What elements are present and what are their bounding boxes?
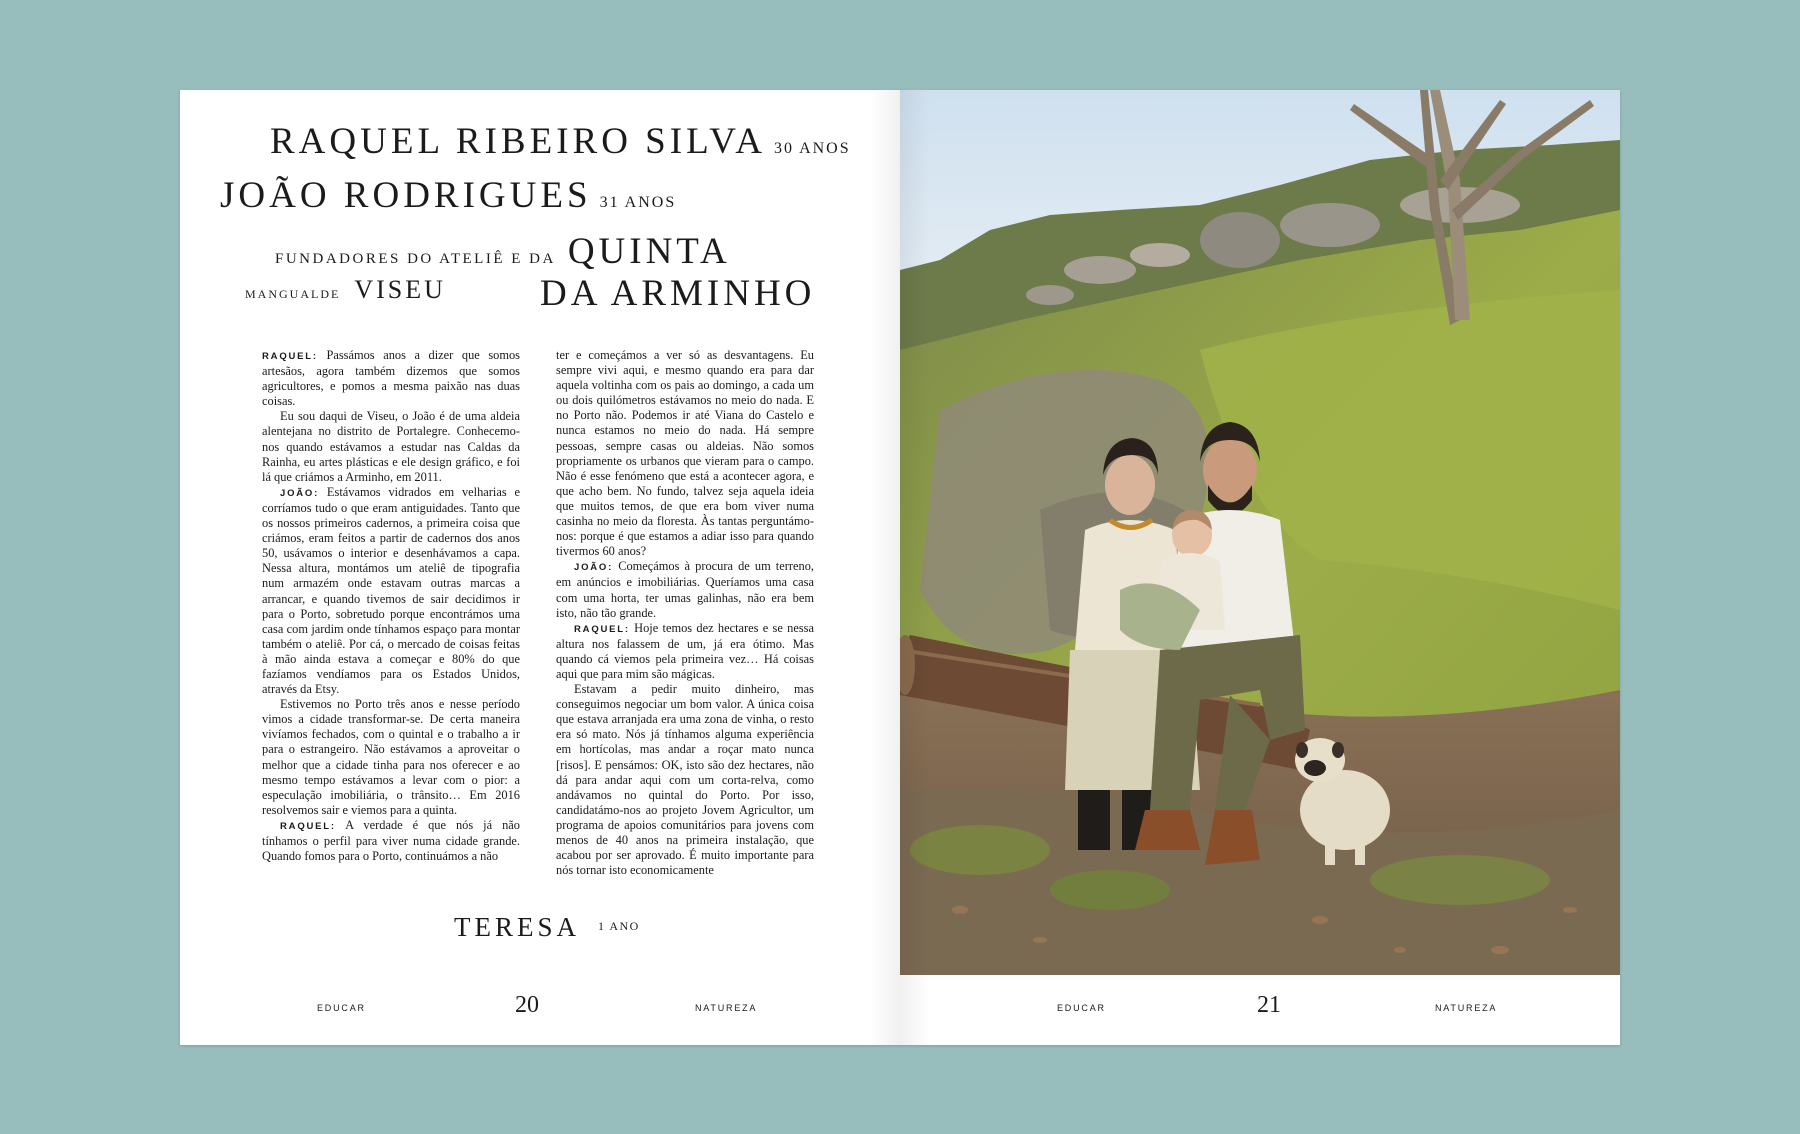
- person2-age: 31 ANOS: [599, 194, 677, 211]
- paragraph: JOÃO: Estávamos vidrados em velharias e corríamos tudo o que eram antiguidades. Tanto que os nossos primeiros cadernos, a primeira coisa que criámos, eram feitos a partir de cadernos dos anos 50, usávamos o interior e desenhávamos a capa. Nessa altura, montámos um ateliê de tipografia num armazém onde estavam outras marcas a arrancar, e quando tivemos de sair decidimos ir para o Porto, sobretudo porque encontrámos uma casa com jardim onde tínhamos espaço para montar também o ateliê. Por cá, o mercado de coisas feitas à mão ainda estava a começar e 80% do que fazíamos vendíamos para os Estados Unidos, através da Etsy.: [262, 484, 520, 697]
- footer-section-label: EDUCAR: [317, 1003, 366, 1013]
- text-column-2: [556, 348, 814, 878]
- locality: MANGUALDE: [245, 287, 341, 301]
- footer-section-label: NATUREZA: [1435, 1003, 1498, 1013]
- city: VISEU: [354, 275, 446, 304]
- paragraph: RAQUEL: Passámos anos a dizer que somos artesãos, agora também dizemos que somos agricultores, e pomos a mesma paixão nas duas coisas.: [262, 348, 520, 409]
- footer-section-label: EDUCAR: [1057, 1003, 1106, 1013]
- family-portrait-illustration: [900, 90, 1620, 975]
- paragraph: RAQUEL: Hoje temos dez hectares e se nessa altura nos falassem de um, já era ótimo. Mas quando cá viemos pela primeira vez… Há coisas aqui que para mim são mágicas.: [556, 620, 814, 681]
- page-number: 21: [1257, 992, 1281, 1018]
- heading-line-5: [540, 272, 815, 315]
- magazine-spread: [180, 90, 1620, 1045]
- caption-name: TERESA: [454, 912, 581, 942]
- heading-line-1: [270, 120, 851, 163]
- photo-caption: [454, 912, 640, 943]
- speaker-label: RAQUEL:: [574, 623, 630, 635]
- page-number: 20: [515, 992, 539, 1018]
- role-prefix: FUNDADORES DO ATELIÊ E DA: [275, 251, 556, 267]
- person1-name: RAQUEL RIBEIRO SILVA: [270, 121, 766, 162]
- heading-line-3: [275, 230, 731, 273]
- left-page: [180, 90, 900, 1045]
- farm-name-line1: QUINTA: [567, 231, 731, 272]
- footer-section-label: NATUREZA: [695, 1003, 758, 1013]
- person2-name: JOÃO RODRIGUES: [220, 175, 592, 216]
- speaker-label: RAQUEL:: [262, 351, 318, 362]
- speaker-label: JOÃO:: [280, 487, 320, 499]
- paragraph: Estavam a pedir muito dinheiro, mas conseguimos negociar um bom valor. A única coisa que estava arranjada era uma zona de vinha, o resto era só mato. Nós já tínhamos alguma experiência em hortícolas, mas andar a roçar mato nunca [risos]. E pensámos: OK, isto são dez hectares, não dá para andar aqui com um corta-relva, como andávamos no quintal do Porto. Por isso, candidatámo-nos ao projeto Jovem Agricultor, um programa de apoios comunitários para jovens com menos de 40 anos na primeira instalação, que acabou por ser aprovado. É muito importante para nós tornar isto economicamente: [556, 682, 814, 878]
- speaker-label: JOÃO:: [574, 562, 614, 574]
- heading-line-4: [245, 275, 446, 305]
- paragraph: ter e começámos a ver só as desvantagens. Eu sempre vivi aqui, e mesmo quando era para dar aquela voltinha com os pais ao domingo, a cada um ou dois quilómetros estávamos no meio do nada. E no Porto não. Podemos ir até Viana do Castelo e nunca estamos no meio do nada. Há sempre pessoas, sempre casas ou aldeias. Não somos propriamente os urbanos que vieram para o campo. Não é esse fenómeno que está a acontecer agora, e que acho bem. No fundo, talvez seja aquela ideia que muitos temos, de que era bom viver numa casinha no meio da floresta. Às tantas perguntámo-nos: porque é que estamos a adiar isso para quando tivermos 60 anos?: [556, 348, 814, 559]
- heading-line-2: [220, 174, 676, 217]
- caption-age: 1 ANO: [598, 919, 640, 933]
- paragraph: Estivemos no Porto três anos e nesse período vimos a cidade transformar-se. De certa maneira vivíamos fechados, com o quintal e o trabalho a ir para o estrangeiro. Não estávamos a aproveitar o melhor que a cidade tinha para nos oferecer e ao mesmo tempo estávamos a levar com o pior: a especulação imobiliária, o trânsito… Em 2016 resolvemos sair e viemos para a quinta.: [262, 697, 520, 817]
- family-photo: [900, 90, 1620, 975]
- text-column-1: [262, 348, 520, 864]
- paragraph: JOÃO: Começámos à procura de um terreno, em anúncios e imobiliárias. Queríamos uma casa com uma horta, ter umas galinhas, não era bem isto, não tão grande.: [556, 559, 814, 620]
- farm-name-line2: DA ARMINHO: [540, 273, 816, 314]
- speaker-label: RAQUEL:: [280, 820, 336, 832]
- person1-age: 30 ANOS: [773, 140, 851, 157]
- paragraph: Eu sou daqui de Viseu, o João é de uma aldeia alentejana no distrito de Portalegre. Conhecemo-nos quando estávamos a estudar nas Caldas da Rainha, eu artes plásticas e ele design gráfico, e foi lá que criámos a Arminho, em 2011.: [262, 409, 520, 484]
- paragraph: RAQUEL: A verdade é que nós já não tínhamos o perfil para viver numa cidade grande. Quando fomos para o Porto, continuámos a não: [262, 817, 520, 864]
